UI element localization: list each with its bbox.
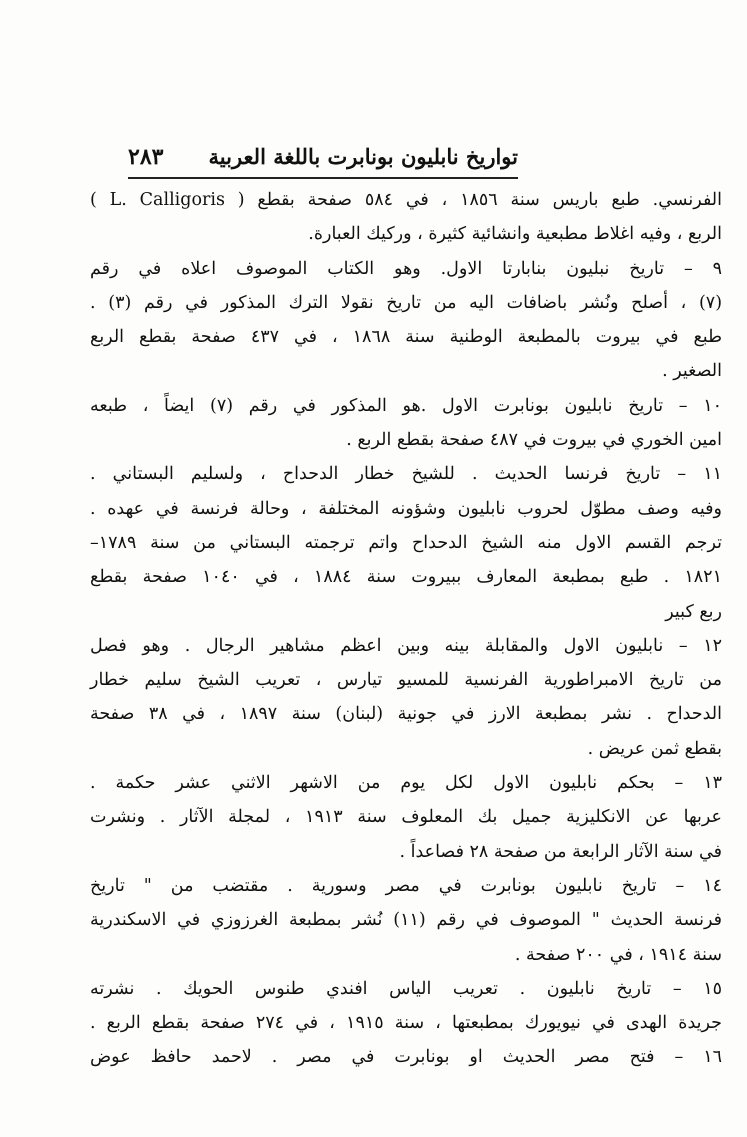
text-line: (٧) ، أصلح ونُشر باضافات اليه من تاريخ نقولا الترك المذكور في رقم (٣) . [90, 292, 723, 313]
body-text [90, 183, 722, 1075]
text-line: ١١ – تاريخ فرنسا الحديث . للشيخ خطار الدحداح ، ولسليم البستاني . [90, 464, 722, 485]
text-line: بقطع ثمن عريض . [587, 738, 722, 759]
text-line: الصغير . [662, 361, 722, 382]
text-line: ترجم القسم الاول منه الشيخ الدحداح واتم ترجمته البستاني من سنة ١٧٨٩– [90, 532, 722, 553]
text-line: ١٠ – تاريخ نابليون بونابرت الاول .هو المذكور في رقم (٧) ايضاً ، طبعه [90, 395, 722, 416]
text-line: الدحداح . نشر بمطبعة الارز في جونية (لبنان) سنة ١٨٩٧ ، في ٣٨ صفحة [90, 704, 722, 725]
text-line: ١٤ – تاريخ نابليون بونابرت في مصر وسورية . مقتضب من " تاريخ [90, 875, 722, 896]
text-line: في سنة الآثار الرابعة من صفحة ٢٨ فصاعداً . [399, 841, 722, 862]
running-title: تواريخ نابليون بونابرت باللغة العربية [208, 144, 518, 169]
header-rule [128, 177, 518, 179]
text-line: ١٦ – فتح مصر الحديث او بونابرت في مصر . لاحمد حافظ عوض [90, 1047, 722, 1068]
text-line: ١٨٢١ . طبع بمطبعة المعارف ببيروت سنة ١٨٨٤ ، في ١٠٤٠ صفحة بقطع [90, 567, 722, 588]
text-line: جريدة الهدى في نيويورك بمطبعتها ، سنة ١٩١٥ ، في ٢٧٤ صفحة بقطع الربع . [90, 1013, 722, 1034]
text-line: ٩ – تاريخ نبليون بنابارتا الاول. وهو الكتاب الموصوف اعلاه في رقم [90, 258, 722, 279]
text-line: من تاريخ الامبراطورية الفرنسية للمسيو تيارس ، تعريب الشيخ سليم خطار [90, 670, 722, 691]
text-line: الربع ، وفيه اغلاط مطبعية وانشائية كثيرة ، وركيك العبارة. [308, 224, 722, 245]
text-line: ربع كبير [665, 601, 722, 622]
text-line: ١٢ – نابليون الاول والمقابلة بينه وبين اعظم مشاهير الرجال . وهو فصل [90, 635, 722, 656]
page-number: ٢٨٣ [128, 144, 164, 170]
text-line: ١٣ – بحكم نابليون الاول لكل يوم من الاشهر الاثني عشر حكمة . [90, 773, 722, 794]
text-line: طبع في بيروت بالمطبعة الوطنية سنة ١٨٦٨ ، في ٤٣٧ صفحة بقطع الربع [90, 327, 722, 348]
text-line: فرنسة الحديث " الموصوف في رقم (١١) نُشر بمطبعة الغرزوزي في الاسكندرية [90, 910, 722, 931]
text-line: وفيه وصف مطوّل لحروب نابليون وشؤونه المختلفة ، وحالة فرنسة في عهده . [90, 498, 722, 519]
text-line: ١٥ – تاريخ نابليون . تعريب الياس افندي طنوس الحويك . نشرته [90, 978, 722, 999]
page-header [128, 140, 518, 180]
text-line: امين الخوري في بيروت في ٤٨٧ صفحة بقطع الربع . [346, 430, 722, 451]
text-line: سنة ١٩١٤ ، في ٢٠٠ صفحة . [514, 944, 722, 965]
text-line: عربها عن الانكليزية جميل بك المعلوف سنة ١٩١٣ ، لمجلة الآثار . ونشرت [90, 807, 722, 828]
text-line: ( L. Calligoris ) الفرنسي. طبع باريس سنة ١٨٥٦ ، في ٥٨٤ صفحة بقطع [90, 190, 722, 210]
